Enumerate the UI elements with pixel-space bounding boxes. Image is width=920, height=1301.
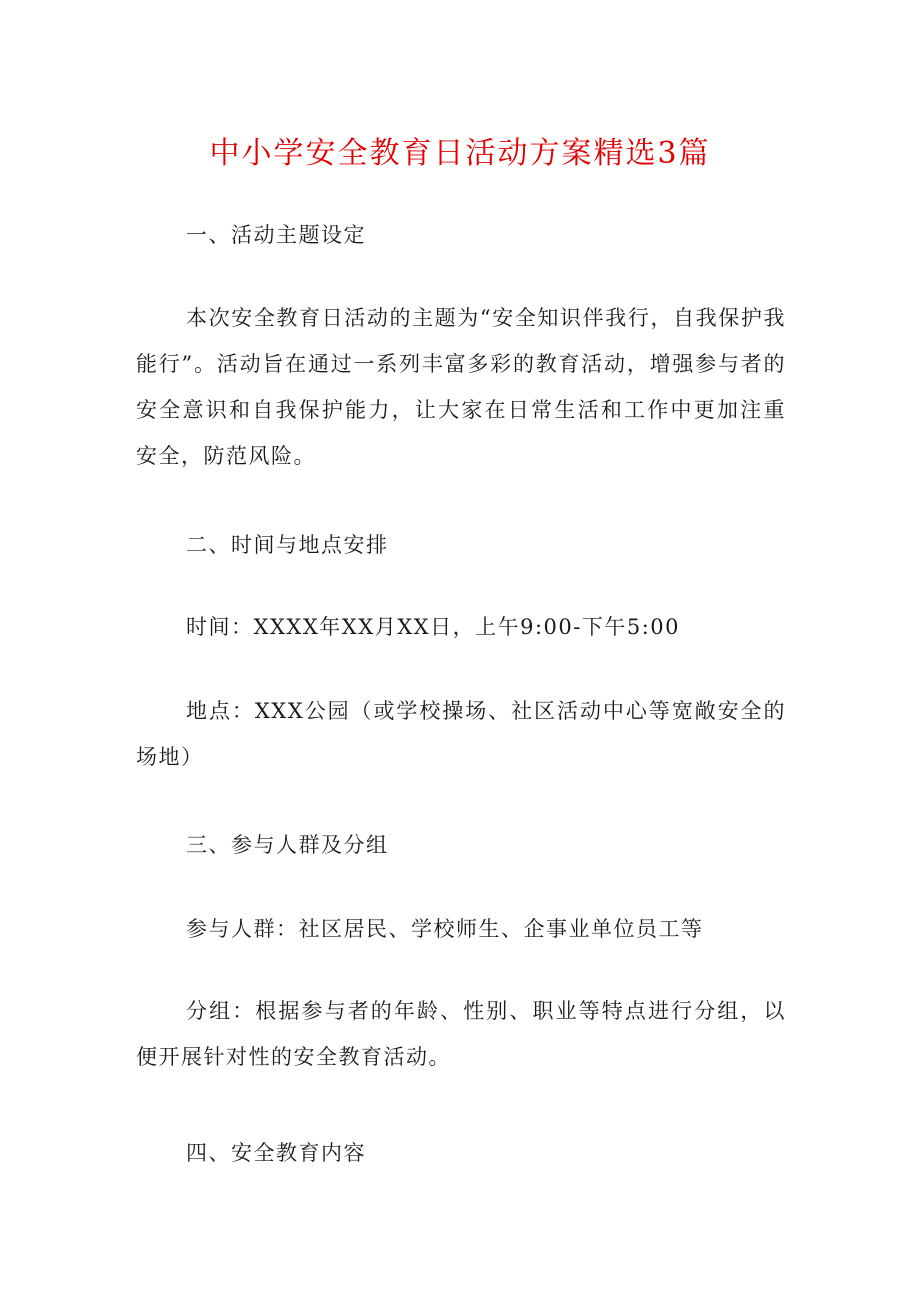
section-heading-2: 二、时间与地点安排 xyxy=(186,533,389,557)
section-3-grouping: 分组：根据参与者的年龄、性别、职业等特点进行分组，以便开展针对性的安全教育活动。 xyxy=(136,999,786,1069)
section-heading-1: 一、活动主题设定 xyxy=(186,223,366,247)
section-1-paragraph: 本次安全教育日活动的主题为“安全知识伴我行，自我保护我能行”。活动旨在通过一系列丰富多彩的教育活动，增强参与者的安全意识和自我保护能力，让大家在日常生活和工作中更加注重安全，防范风险。 xyxy=(136,306,786,468)
section-3-participants: 参与人群：社区居民、学校师生、企事业单位员工等 xyxy=(186,917,704,941)
document-title: 中小学安全教育日活动方案精选3篇 xyxy=(209,136,711,171)
section-2-location: 地点：XXX公园（或学校操场、社区活动中心等宽敞安全的场地） xyxy=(136,699,786,769)
section-heading-4: 四、安全教育内容 xyxy=(186,1141,366,1165)
section-heading-3: 三、参与人群及分组 xyxy=(186,833,389,857)
section-2-time: 时间：XXXX年XX月XX日，上午9:00-下午5:00 xyxy=(186,615,681,639)
